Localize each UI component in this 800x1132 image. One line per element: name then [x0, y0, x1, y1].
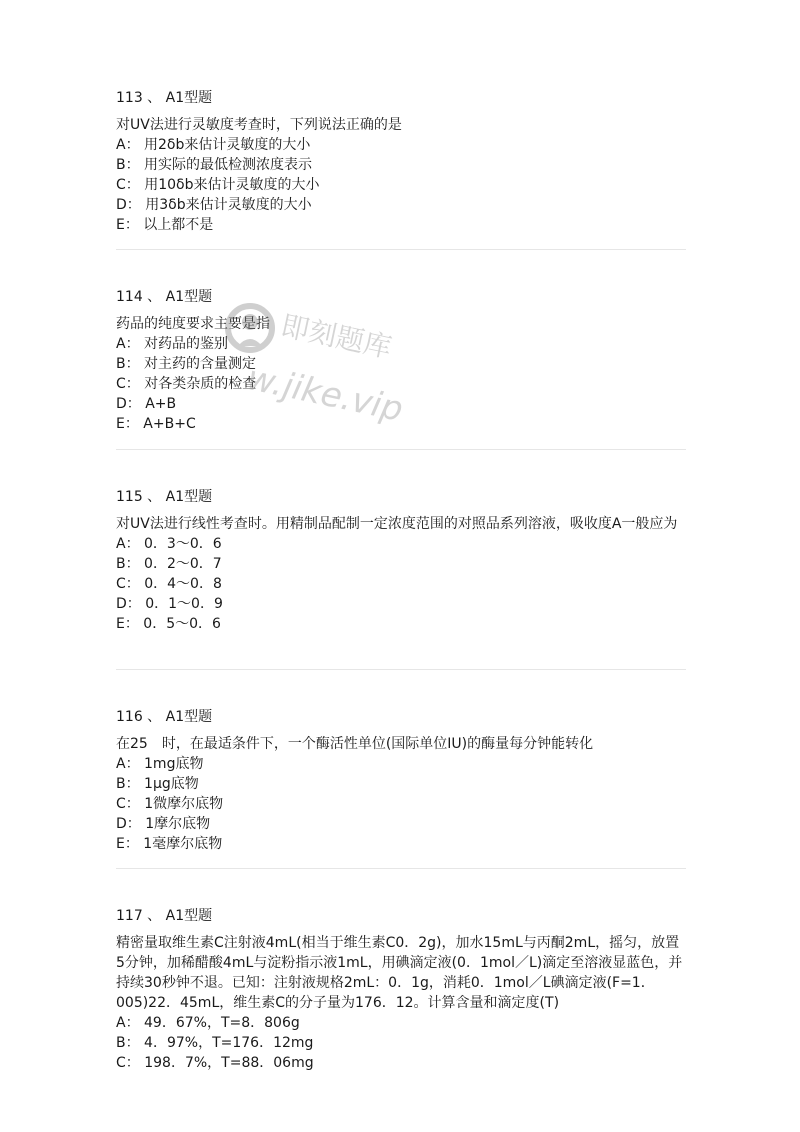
option-e: E： 0．5～0．6: [116, 616, 221, 632]
option-a: A： 对药品的鉴别: [116, 336, 229, 352]
divider: [116, 669, 686, 670]
option-e: E： 以上都不是: [116, 217, 214, 233]
option-c: C： 对各类杂质的检查: [116, 376, 257, 392]
option-d: D： A+B: [116, 396, 177, 412]
question-stem: 药品的纯度要求主要是指: [116, 316, 270, 332]
option-a: A： 1mg底物: [116, 756, 204, 772]
question-header: 117 、 A1型题: [116, 908, 213, 924]
question-115: [116, 487, 686, 634]
question-header: 115 、 A1型题: [116, 489, 213, 505]
question-header: 114 、 A1型题: [116, 289, 213, 305]
question-header: 113 、 A1型题: [116, 90, 213, 106]
question-113: [116, 88, 686, 235]
divider: [116, 449, 686, 450]
divider: [116, 868, 686, 869]
option-d: D： 0．1～0．9: [116, 596, 223, 612]
question-114: [116, 287, 686, 434]
option-d: D： 1摩尔底物: [116, 816, 211, 832]
option-b: B： 用实际的最低检测浓度表示: [116, 157, 313, 173]
option-b: B： 1μg底物: [116, 776, 199, 792]
option-c: C： 198．7%，T=88．06mg: [116, 1055, 314, 1071]
option-e: E： A+B+C: [116, 416, 196, 432]
option-a: A： 49．67%，T=8．806g: [116, 1015, 300, 1031]
question-stem: 对UV法进行线性考查时。用精制品配制一定浓度范围的对照品系列溶液，吸收度A一般应为: [116, 516, 678, 532]
option-c: C： 用10δb来估计灵敏度的大小: [116, 177, 320, 193]
option-b: B： 4．97%，T=176．12mg: [116, 1035, 314, 1051]
question-116: [116, 707, 686, 854]
watermark-name: 即刻题库: [278, 308, 395, 365]
option-d: D： 用3δb来估计灵敏度的大小: [116, 197, 312, 213]
question-117: [116, 906, 686, 1073]
option-c: C： 0．4～0．8: [116, 576, 222, 592]
option-b: B： 0．2～0．7: [116, 556, 222, 572]
option-e: E： 1毫摩尔底物: [116, 836, 223, 852]
question-header: 116 、 A1型题: [116, 709, 213, 725]
option-a: A： 用2δb来估计灵敏度的大小: [116, 137, 311, 153]
option-c: C： 1微摩尔底物: [116, 796, 224, 812]
watermark-url: w.jike.vip: [243, 358, 407, 430]
question-stem: 在25 时，在最适条件下，一个酶活性单位(国际单位IU)的酶量每分钟能转化: [116, 736, 594, 752]
divider: [116, 249, 686, 250]
option-a: A： 0．3～0．6: [116, 536, 222, 552]
question-stem: 对UV法进行灵敏度考查时，下列说法正确的是: [116, 117, 402, 133]
question-stem: 精密量取维生素C注射液4mL(相当于维生素C0．2g)，加水15mL与丙酮2mL，摇匀，放置5分钟，加稀醋酸4mL与淀粉指示液1mL，用碘滴定液(0．1mol／L)滴定至溶液显蓝色，并持续30秒钟不退。已知：注射液规格2mL：0．1g，消耗0．1mol／L碘滴定液(F=1．005)22．45mL，维生素C的分子量为176．12。计算含量和滴定度(T): [116, 935, 683, 1011]
option-b: B： 对主药的含量测定: [116, 356, 257, 372]
